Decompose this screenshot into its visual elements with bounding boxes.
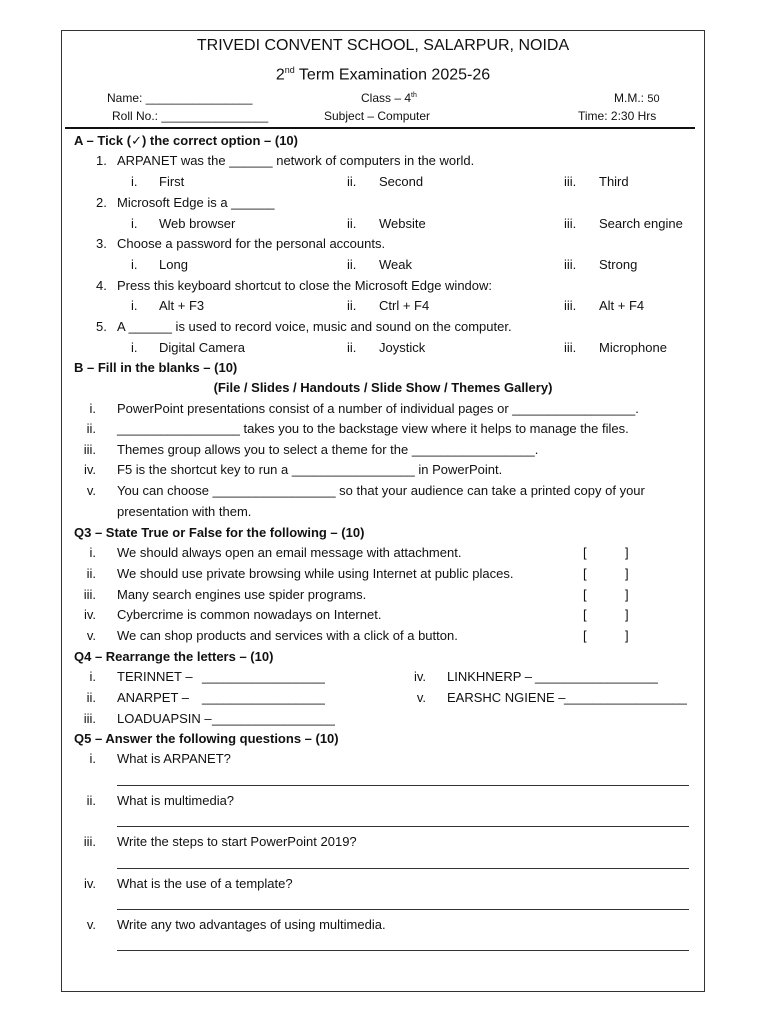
item-number: ii. <box>86 566 96 581</box>
item-number: iii. <box>83 442 96 457</box>
item-number: iii. <box>83 711 96 726</box>
option-text: Digital Camera <box>159 340 245 355</box>
section-e-heading: Q5 – Answer the following questions – (10) <box>74 731 339 746</box>
option-number: ii. <box>347 298 357 313</box>
answer-bracket-open: [ <box>583 587 587 602</box>
item-number: ii. <box>86 793 96 808</box>
roll-field <box>112 109 268 123</box>
answer-line <box>117 826 689 827</box>
header-rule <box>65 127 695 129</box>
answer-bracket-open: [ <box>583 628 587 643</box>
answer-blank: _________________ <box>202 690 325 705</box>
item-number: i. <box>89 401 96 416</box>
jumbled-word: LINKHNERP – <box>447 669 533 684</box>
option-text: Weak <box>379 257 412 272</box>
option-text: First <box>159 174 185 189</box>
option-number: ii. <box>347 257 357 272</box>
roll-blank: ________________ <box>161 109 269 123</box>
option-number: iii. <box>564 298 577 313</box>
item-number: i. <box>89 545 96 560</box>
question-number: 4. <box>96 278 107 293</box>
exam-title <box>61 65 705 84</box>
item-number: i. <box>89 751 96 766</box>
option-text: Second <box>379 174 424 189</box>
question-text: A ______ is used to record voice, music and sound on the computer. <box>117 319 512 334</box>
short-answer-question: Write the steps to start PowerPoint 2019? <box>117 834 357 849</box>
answer-bracket-close: ] <box>625 607 629 622</box>
question-number: 1. <box>96 153 107 168</box>
true-false-statement: We should use private browsing while using Internet at public places. <box>117 566 514 581</box>
max-marks <box>614 91 660 105</box>
option-number: iii. <box>564 216 577 231</box>
class-sup: th <box>411 92 417 99</box>
option-number: iii. <box>564 340 577 355</box>
answer-line <box>117 950 689 951</box>
section-a-heading: A – Tick (✓) the correct option – (10) <box>74 133 298 148</box>
option-text: Ctrl + F4 <box>379 298 430 313</box>
option-number: iii. <box>564 257 577 272</box>
answer-bracket-close: ] <box>625 566 629 581</box>
question-text: Press this keyboard shortcut to close the Microsoft Edge window: <box>117 278 493 293</box>
short-answer-question: What is the use of a template? <box>117 876 293 891</box>
item-number: v. <box>86 917 96 932</box>
option-number: i. <box>131 216 138 231</box>
option-text: Search engine <box>599 216 683 231</box>
answer-bracket-close: ] <box>625 545 629 560</box>
exam-title-rest: Term Examination 2025-26 <box>298 66 491 84</box>
fill-blank-item: PowerPoint presentations consist of a number of individual pages or _________________. <box>117 401 639 416</box>
option-text: Long <box>159 257 188 272</box>
max-marks-label: M.M.: <box>614 91 644 105</box>
option-text: Alt + F3 <box>159 298 205 313</box>
item-number: iv. <box>83 462 96 477</box>
fill-blank-continuation: presentation with them. <box>117 504 252 519</box>
class-field <box>361 91 417 105</box>
option-text: Website <box>379 216 426 231</box>
answer-bracket-open: [ <box>583 607 587 622</box>
section-d-heading: Q4 – Rearrange the letters – (10) <box>74 649 274 664</box>
answer-bracket-close: ] <box>625 628 629 643</box>
school-name: TRIVEDI CONVENT SCHOOL, SALARPUR, NOIDA <box>196 37 570 54</box>
fill-blank-item: You can choose _________________ so that your audience can take a printed copy of your <box>117 483 645 498</box>
item-number: v. <box>416 690 426 705</box>
answer-blank: _________________ <box>535 669 658 684</box>
true-false-statement: We should always open an email message with attachment. <box>117 545 462 560</box>
word-bank: (File / Slides / Handouts / Slide Show / Themes Gallery) <box>213 380 553 395</box>
question-text: Microsoft Edge is a ______ <box>117 195 275 210</box>
exam-title-sup: nd <box>284 65 295 75</box>
option-number: iii. <box>564 174 577 189</box>
true-false-statement: We can shop products and services with a click of a button. <box>117 628 458 643</box>
jumbled-word: EARSHC NGIENE – <box>447 690 566 705</box>
section-c-heading: Q3 – State True or False for the following – (10) <box>74 525 365 540</box>
item-number: iv. <box>413 669 426 684</box>
answer-blank: _________________ <box>212 711 335 726</box>
roll-label: Roll No.: <box>112 109 159 123</box>
item-number: v. <box>86 483 96 498</box>
item-number: i. <box>89 669 96 684</box>
option-number: ii. <box>347 216 357 231</box>
answer-line <box>117 909 689 910</box>
short-answer-question: What is multimedia? <box>117 793 235 808</box>
option-text: Joystick <box>379 340 426 355</box>
option-text: Web browser <box>159 216 236 231</box>
item-number: iii. <box>83 834 96 849</box>
fill-blank-item: _________________ takes you to the backstage view where it helps to manage the files. <box>117 421 629 436</box>
true-false-statement: Cybercrime is common nowadays on Internet. <box>117 607 382 622</box>
option-text: Strong <box>599 257 638 272</box>
true-false-statement: Many search engines use spider programs. <box>117 587 367 602</box>
item-number: iii. <box>83 587 96 602</box>
name-blank: ________________ <box>145 91 253 105</box>
option-number: ii. <box>347 340 357 355</box>
item-number: v. <box>86 628 96 643</box>
option-number: i. <box>131 257 138 272</box>
option-number: i. <box>131 174 138 189</box>
option-number: ii. <box>347 174 357 189</box>
answer-line <box>117 868 689 869</box>
subject: Subject – Computer <box>324 109 431 123</box>
item-number: iv. <box>83 876 96 891</box>
fill-blank-item: Themes group allows you to select a theme for the _________________. <box>117 442 539 457</box>
answer-blank: _________________ <box>202 669 325 684</box>
option-text: Alt + F4 <box>599 298 645 313</box>
item-number: iv. <box>83 607 96 622</box>
time: Time: 2:30 Hrs <box>578 109 657 123</box>
answer-bracket-open: [ <box>583 545 587 560</box>
jumbled-word: TERINNET – <box>117 669 193 684</box>
answer-bracket-open: [ <box>583 566 587 581</box>
option-text: Microphone <box>599 340 667 355</box>
jumbled-word: LOADUAPSIN – <box>117 711 212 726</box>
question-text: ARPANET was the ______ network of computers in the world. <box>117 153 475 168</box>
question-text: Choose a password for the personal accounts. <box>117 236 386 251</box>
name-field <box>107 91 252 105</box>
option-text: Third <box>599 174 629 189</box>
section-b-heading: B – Fill in the blanks – (10) <box>74 360 238 375</box>
option-number: i. <box>131 298 138 313</box>
exam-title-number: 2 <box>275 66 285 84</box>
answer-bracket-close: ] <box>625 587 629 602</box>
answer-line <box>117 785 689 786</box>
name-label: Name: <box>107 91 143 105</box>
fill-blank-item: F5 is the shortcut key to run a _________________ in PowerPoint. <box>117 462 503 477</box>
item-number: ii. <box>86 421 96 436</box>
item-number: ii. <box>86 690 96 705</box>
answer-blank: _________________ <box>564 690 687 705</box>
class-label: Class – 4 <box>361 91 412 105</box>
option-number: i. <box>131 340 138 355</box>
short-answer-question: Write any two advantages of using multimedia. <box>117 917 386 932</box>
jumbled-word: ANARPET – <box>117 690 190 705</box>
question-number: 3. <box>96 236 107 251</box>
short-answer-question: What is ARPANET? <box>117 751 231 766</box>
max-marks-value: 50 <box>647 93 660 105</box>
question-number: 2. <box>96 195 107 210</box>
question-number: 5. <box>96 319 107 334</box>
